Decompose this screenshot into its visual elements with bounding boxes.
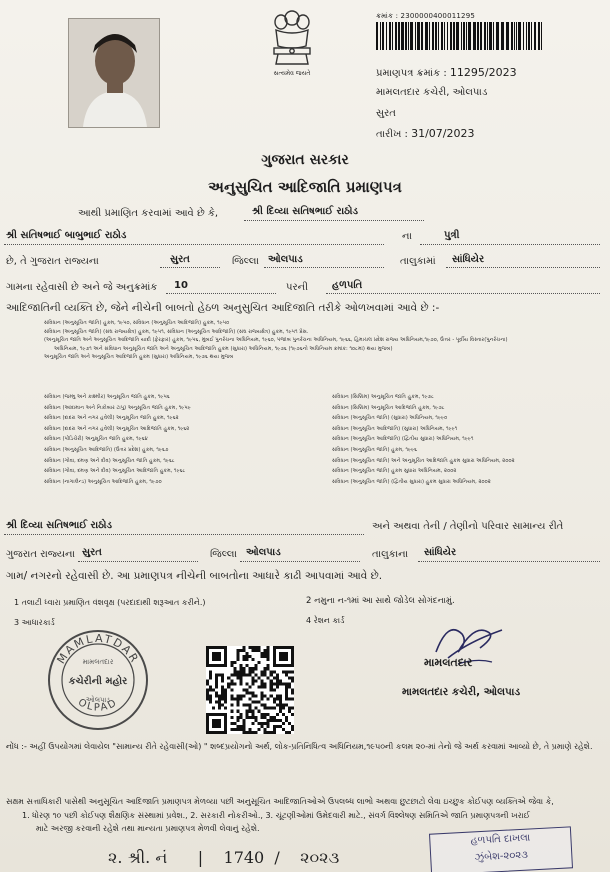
order-line: સંવિધાન (અનુસૂચિત જાતિ) હુકમ, ૧૯૫૦, સંવિધાન (અનુસૂચિત આદિજાતિ) હુકમ, ૧૯૫૦ [44, 320, 230, 326]
issue-date: 31/07/2023 [411, 127, 475, 140]
seal-inner-top: મામલતદાર [82, 658, 114, 666]
order-line: સંવિધાન (અનુસૂચિત આદિજાતિ) (દ્વિતીય સુધારા) અધિનિયમ, ૧૯૯૧ [332, 436, 474, 443]
tribe-name: હળપતિ [332, 280, 363, 291]
basis-item-1: 1 તલાટી ધ્વારા પ્રમાણિત વંશવૃક્ષ (પરદાદાથી શરૂઆત કરીને.) [14, 598, 206, 607]
order-line: અધિનિયમ, ૧૯૭૧ અને સંવિધાન અનુસૂચિત જાતિ અને અનુસૂચિત આદિજાતિ હુકમ (સુધારા) અધિનિયમ, ૧૯૭૬ (૧૯૭૬નો અધિનિયમ ક્રમાંક: ૧૦૮માં) થયા મુજબ) [54, 345, 393, 352]
order-line: સંવિધાન (આંદામાન અને નિકોબાર ટાપુ) અનુસૂચિત જાતિ હુકમ, ૧૯૫૯ [44, 404, 191, 411]
basis-item-3: 3 આધારકાર્ડ [14, 618, 55, 627]
section2-taluka: ઓલપાડ [246, 547, 281, 558]
signature [418, 612, 508, 682]
handwritten-register-number: ૨. શ્રી. નં | 1740 / ૨૦૨૩ [108, 848, 340, 867]
seal-inner-bottom: ઓલપાડ [85, 696, 111, 704]
section2-district: સુરત [82, 547, 102, 558]
state-prefix: છે, તે ગુજરાત રાજ્યના [6, 256, 99, 267]
section2-name: શ્રી દિવ્યા સતિષભાઈ રાઠોડ [6, 520, 112, 531]
issue-date-label: તારીખ : [376, 129, 408, 140]
order-line: સંવિધાન (અનુસૂચિત આદિજાતિ) (ઉત્તર પ્રદેશ) હુકમ, ૧૯૬૭ [44, 446, 169, 453]
barcode [376, 22, 546, 50]
qr-code [206, 646, 294, 734]
district-label: જિલ્લા [232, 256, 259, 267]
issuing-district: સુરત [376, 108, 396, 119]
office-seal-stamp [46, 628, 150, 732]
seal-outer-bottom: OLPAD [76, 697, 120, 714]
relation-label: ના [402, 231, 412, 242]
serial-number: 10 [174, 280, 188, 291]
order-line: સંવિધાન (સિક્કિમ) અનુસૂચિત જાતિ હુકમ, ૧૯૭૮ [332, 394, 434, 400]
footer-note: નોંધ :- અહીં ઉપયોગમાં લેવાયેલ "સામાન્ય રીતે રહેવાસી(ઓ) " શબ્દપ્રયોગનો અર્થ, લોક-પ્રતિનિધિત્વ અધિનિયમ,૧૯૫૦ની કલમ ૨૦-માં તેનો જે અર્થ કરવામાં આવ્યો છે, તે પ્રમાણે રહેશે. [6, 742, 593, 751]
section2-village: સાંધિયેર [424, 547, 457, 558]
order-line: સંવિધાન (સિક્કિમ) અનુસૂચિત આદિજાતિ હુકમ, ૧૯૭૮ [332, 404, 445, 411]
seal-outer-top: MAMLATDAR [54, 631, 142, 667]
campaign-stamp-line2: ઝુંબેશ-૨૦૨૩ [474, 849, 529, 864]
section2-state-prefix: ગુજરાત રાજ્યના [6, 549, 75, 560]
certificate-number: 11295/2023 [449, 66, 517, 79]
order-line: સંવિધાન (અનુસૂચિત જાતિ) (દ્વિતીય સુધારા) હુકમ સુધારા અધિનિયમ, ૨૦૦૨ [332, 478, 491, 485]
order-line: સંવિધાન (નાગાલેન્ડ) અનુસૂચિત આદિજાતિ હુકમ, ૧૯૭૦ [44, 478, 162, 485]
national-emblem-icon [262, 6, 322, 78]
issue-date-row [376, 127, 474, 140]
issuing-office: મામલતદાર કચેરી, ઓલપાડ [376, 87, 488, 98]
relation-value: પુત્રી [444, 230, 460, 241]
emblem-motto: સત્યમેવ જયતે [273, 70, 311, 77]
order-line: સંવિધાન (અનુસૂચિત આદિજાતિ) (સુધારા) અધિનિયમ, ૧૯૯૧ [332, 425, 458, 432]
section2-district-label: જિલ્લા [210, 549, 237, 560]
certificate-number-label: પ્રમાણપત્ર ક્રમાંક : [376, 68, 447, 79]
serial-suffix: પરની [286, 282, 308, 293]
taluka-value: ઓલપાડ [268, 254, 303, 265]
order-line: અનુસૂચિત જાતિ અને અનુસૂચિત આદિજાતિ હુકમ (સુધારા) અધિનિયમ, ૧૯૭૬ થયા મુજબ [44, 354, 234, 360]
footer-paragraph-3: માટે અરજી કરવાની રહેશે તથા માન્યતા પ્રમાણપત્ર મેળવી લેવાનું રહેશે. [36, 824, 260, 833]
barcode-number: ક્રમાંક : 2300000400011295 [376, 12, 476, 20]
order-line: સંવિધાન (દાદરા અને નગર હવેલી) અનુસૂચિત આદિજાતિ હુકમ, ૧૯૬૨ [44, 425, 190, 432]
order-line: સંવિધાન (પોંડિચેરી) અનુસૂચિત જાતિ હુકમ, ૧૯૬૪ [44, 436, 148, 443]
certificate-title: અનુસુચિત આદિજાતિ પ્રમાણપત્ર [208, 178, 402, 196]
intro-text: આથી પ્રમાણિત કરવામાં આવે છે કે, [78, 208, 219, 219]
order-line: સંવિધાન (અનુસૂચિત જાતિ) (સુધારા) અધિનિયમ, ૧૯૯૦ [332, 415, 448, 422]
order-line: સંવિધાન (અનુસૂચિત જાતિ) હુકમ, ૧૯૯૬ [332, 446, 418, 453]
district-value: સુરત [170, 254, 190, 265]
serial-prefix: ગામના રહેવાસી છે અને જે અનુક્રમાંક [6, 282, 158, 293]
order-line: સંવિધાન (અનુસૂચિત જાતિ) હુકમ સુધારા અધિનિયમ, ૨૦૦૨ [332, 468, 457, 475]
order-line: સંવિધાન (અનુસૂચિત જાતિ) અને અનુસૂચિત આદિજાતિ હુકમ સુધારા અધિનિયમ, ૨૦૦૨ [332, 457, 515, 464]
signatory-office: મામલતદાર કચેરી, ઓલપાડ [402, 686, 521, 698]
seal-center: કચેરીની મહોર [68, 676, 128, 687]
tribe-clause: આદિજાતિની વ્યક્તિ છે, જેને નીચેની બાબતો હેઠળ અનુસુચિત આદિજાતિ તરીકે ઓળખવામાં આવે છે :- [6, 302, 440, 314]
signatory-title: મામલતદાર [424, 656, 473, 669]
basis-item-2: 2 નમુના ન-૧માં આ સાથે જોડેલ સોગંદનામું. [306, 596, 455, 606]
order-line: સંવિધાન (દાદરા અને નગર હવેલી) અનુસૂચિત જાતિ હુકમ, ૧૯૬૨ [44, 415, 179, 422]
section2-name-suffix: અને અથવા તેની / તેણીનો પરિવાર સામાન્ય રીતે [372, 521, 564, 532]
orders-right [332, 392, 606, 487]
village-value: સાંધિયેર [452, 254, 485, 265]
section2-taluka-label: તાલુકાના [372, 549, 409, 560]
applicant-photo [68, 18, 160, 128]
campaign-stamp-line1: હળપતિ દાખલા [470, 832, 531, 847]
orders-top [44, 319, 604, 362]
order-line: (અનુસૂચિત જાતિ અને અનુસૂચિત આદિજાતિ યાદી (ફેરફાર) હુકમ, ૧૯૫૬, મુંબઈ પુનર્રચના અધિનિયમ, ૧૯૬૦, પંજાબ પુનર્રચના અધિનિયમ, ૧૯૬૬, હિમાચલ પ્રદેશ રાજ્ય અધિનિયમ,૧૯૭૦, ઉત્તર - પૂર્વીય વિસ્તાર(પુનર્રચના) [44, 337, 508, 343]
footer-paragraph-2: 1. ધોરણ ૧૦ પછી કોઈપણ શૈક્ષણિક સંસ્થામાં પ્રવેશ., 2. સરકારી નોકરીઓ., 3. ચૂંટણીઓમાં ઉમેદવારી માટે., સંવર્ગ વિશ્લેષણ સમિતિએ જાતિ પ્રમાણપત્રની ખરાઈ [22, 811, 530, 820]
orders-left [44, 392, 294, 487]
government-title: ગુજરાત સરકાર [261, 152, 349, 168]
basis-item-4: 4 રેશન કાર્ડ [306, 616, 345, 625]
applicant-name: શ્રી દિવ્યા સતિષભાઈ રાઠોડ [252, 206, 358, 217]
father-name: શ્રી સતિષભાઈ બાબુભાઈ રાઠોડ [6, 230, 127, 241]
section2-residence: ગામ/ નગરનો રહેવાસી છે. આ પ્રમાણપત્ર નીચેની બાબતોના આધારે કાઢી આપવામાં આવે છે. [6, 570, 383, 582]
order-line: સંવિધાન (ગોવા, દમણ અને દીવ) અનુસૂચિત આદિજાતિ હુકમ, ૧૯૬૮ [44, 468, 186, 475]
certificate-number-row [376, 66, 517, 79]
order-line: સંવિધાન (ગોવા, દમણ અને દીવ) અનુસૂચિત જાતિ હુકમ, ૧૯૬૮ [44, 457, 175, 464]
order-line: સંવિધાન (અનુસૂચિત જાતિ) (સંઘ રાજ્યક્ષેત્ર) હુકમ, ૧૯૫૧, સંવિધાન (અનુસૂચિત આદિજાતિ) (સંઘ રાજ્યક્ષેત્ર) હુકમ, ૧૯૫૧ પ્રેસ. [44, 328, 309, 335]
campaign-stamp [429, 826, 573, 872]
footer-paragraph: સક્ષમ સત્તાધિકારી પાસેથી અનુસૂચિત આદિજાતિ પ્રમાણપત્ર મેળવ્યા પછી અનુસૂચિત આદિજાતિઓએ ઉપલબ્ધ લાભો અથવા છુટછાટો લેવા ઇચ્છુક કોઈપણ વ્યક્તિએ જેવા કે, [6, 797, 554, 806]
taluka-label: તાલુકામાં [400, 256, 436, 267]
order-line: સંવિધાન (જમ્મુ અને કાશ્મીર) અનુસૂચિત જાતિ હુકમ, ૧૯૫૬ [44, 394, 170, 400]
